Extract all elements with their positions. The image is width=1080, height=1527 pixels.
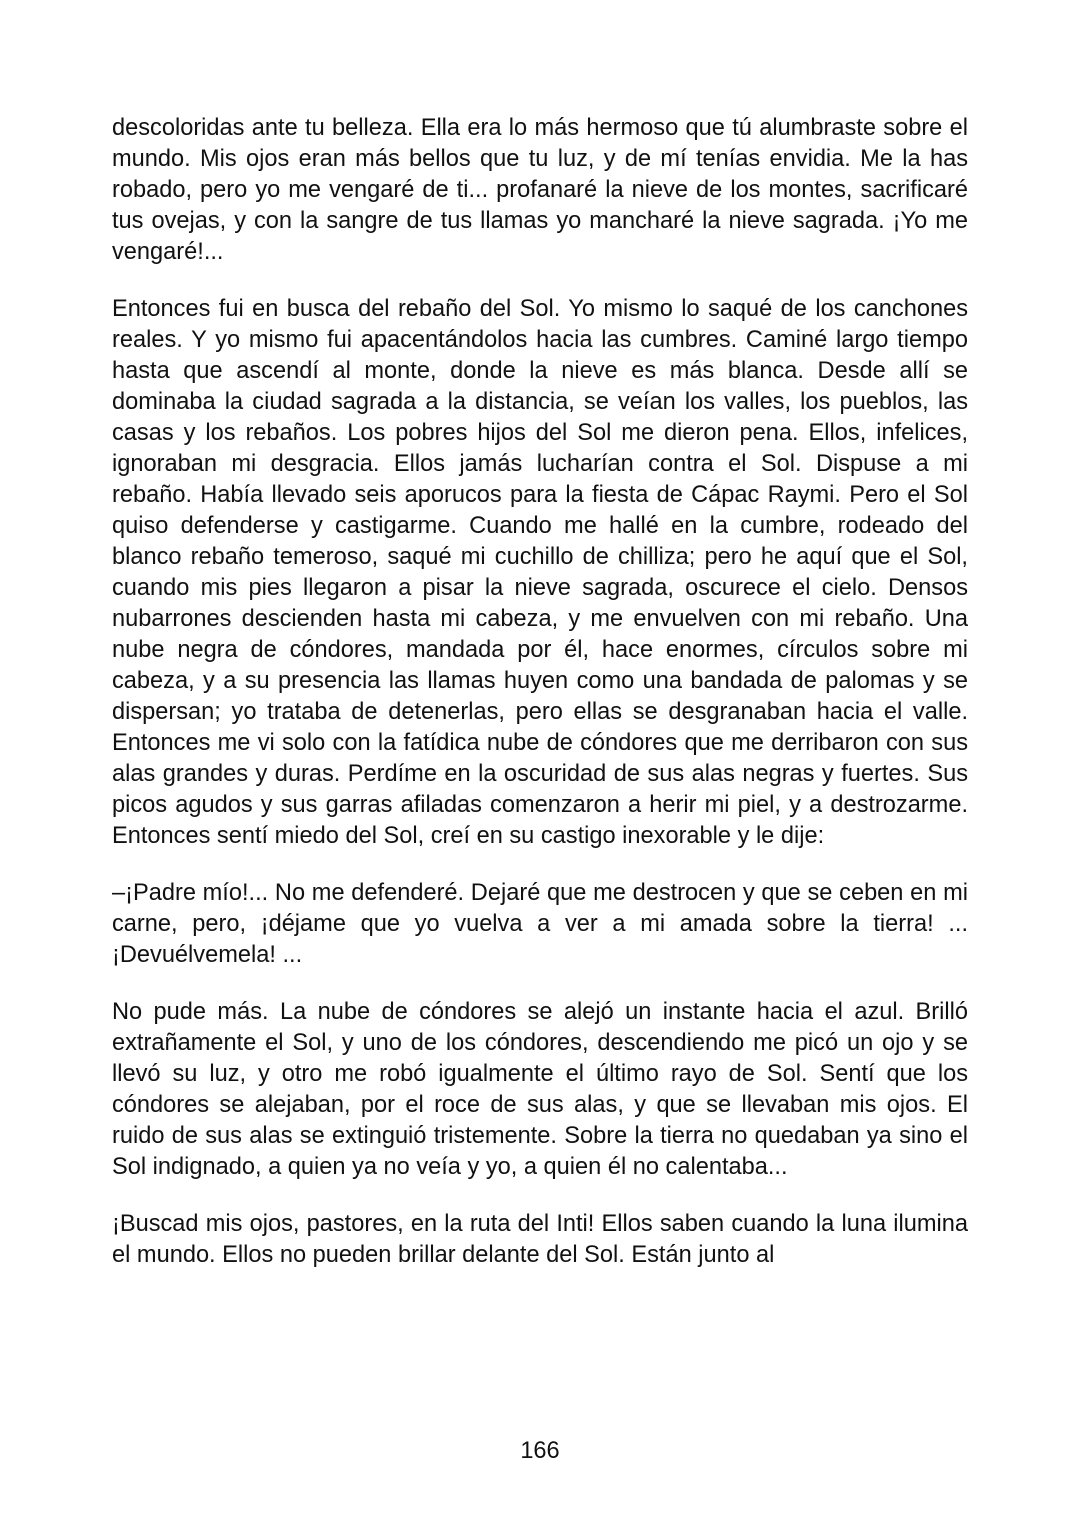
paragraph-3: –¡Padre mío!... No me defenderé. Dejaré que me destrocen y que se ceben en mi carne, pero, ¡déjame que yo vuelva a ver a mi amada sobre la tierra! ... ¡Devuélvemela! ...	[112, 880, 968, 968]
page-body	[112, 113, 968, 1297]
paragraph-1: descoloridas ante tu belleza. Ella era lo más hermoso que tú alumbraste sobre el mundo. Mis ojos eran más bellos que tu luz, y de mí tenías envidia. Me la has robado, pero yo me vengaré de ti... profanaré la nieve de los montes, sacrificaré tus ovejas, y con la sangre de tus llamas yo mancharé la nieve sagrada. ¡Yo me vengaré!...	[112, 115, 968, 265]
paragraph-2: Entonces fui en busca del rebaño del Sol. Yo mismo lo saqué de los canchones reales. Y yo mismo fui apacentándolos hacia las cumbres. Caminé largo tiempo hasta que ascendí al monte, donde la nieve es más blanca. Desde allí se dominaba la ciudad sagrada a la distancia, se veían los valles, los pueblos, las casas y los rebaños. Los pobres hijos del Sol me dieron pena. Ellos, infelices, ignoraban mi desgracia. Ellos jamás lucharían contra el Sol. Dispuse a mi rebaño. Había llevado seis aporucos para la fiesta de Cápac Raymi. Pero el Sol quiso defenderse y castigarme. Cuando me hallé en la cumbre, rodeado del blanco rebaño temeroso, saqué mi cuchillo de chilliza; pero he aquí que el Sol, cuando mis pies llegaron a pisar la nieve sagrada, oscurece el cielo. Densos nubarrones descienden hasta mi cabeza, y me envuelven con mi rebaño. Una nube negra de cóndores, mandada por él, hace enormes, círculos sobre mi cabeza, y a su presencia las llamas huyen como una bandada de palomas y se dispersan; yo trataba de detenerlas, pero ellas se desgranaban hacia el valle. Entonces me vi solo con la fatídica nube de cóndores que me derribaron con sus alas grandes y duras. Perdíme en la oscuridad de sus alas negras y fuertes. Sus picos agudos y sus garras afiladas comenzaron a herir mi piel, y a destrozarme. Entonces sentí miedo del Sol, creí en su castigo inexorable y le dije:	[112, 296, 968, 849]
paragraph-4: No pude más. La nube de cóndores se alejó un instante hacia el azul. Brilló extrañamente el Sol, y uno de los cóndores, descendiendo me picó un ojo y se llevó su luz, y otro me robó igualmente el último rayo de Sol. Sentí que los cóndores se alejaban, por el roce de sus alas, y que se llevaban mis ojos. El ruido de sus alas se extinguió tristemente. Sobre la tierra no quedaban ya sino el Sol indignado, a quien ya no veía y yo, a quien él no calentaba...	[112, 999, 968, 1180]
page-number: 166	[520, 1438, 560, 1464]
paragraph-5: ¡Buscad mis ojos, pastores, en la ruta del Inti! Ellos saben cuando la luna ilumina el mundo. Ellos no pueden brillar delante del Sol. Están junto al	[112, 1211, 968, 1268]
